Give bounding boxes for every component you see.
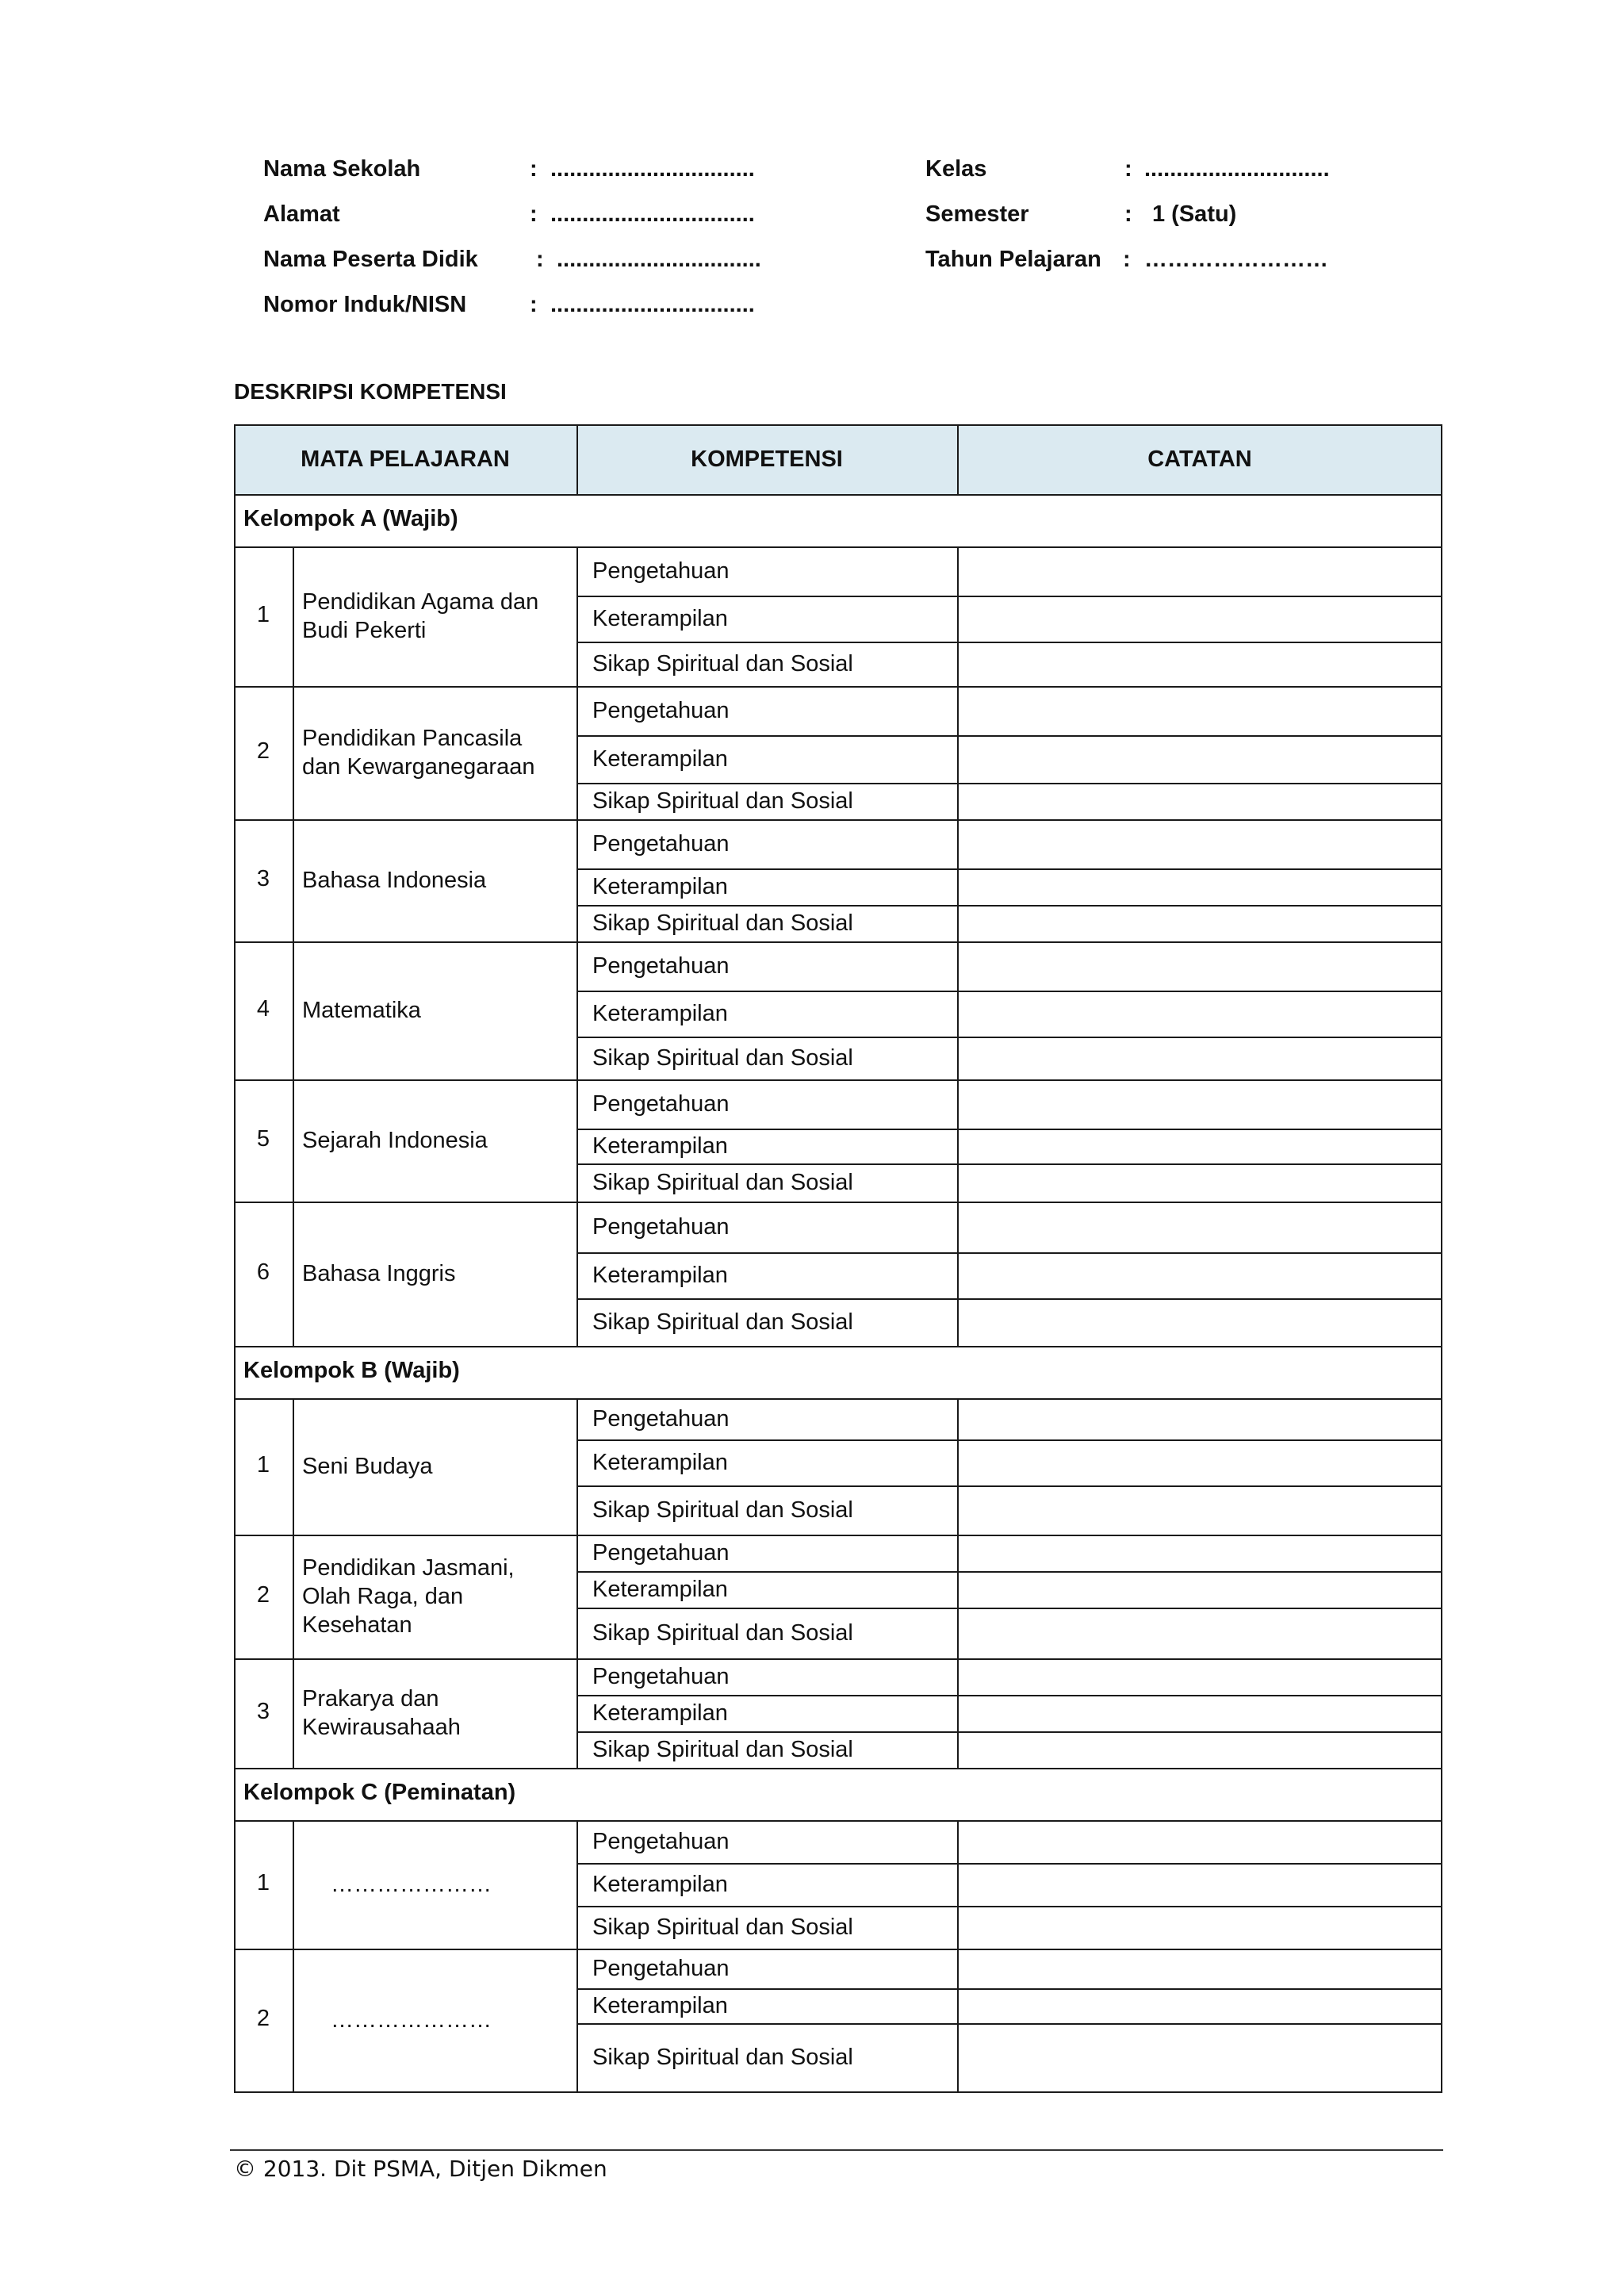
note-cell[interactable] bbox=[959, 1203, 1441, 1251]
competency-label: Pengetahuan bbox=[592, 953, 730, 979]
subject-number: 5 bbox=[256, 1126, 270, 1152]
field-label: Tahun Pelajaran bbox=[925, 247, 1101, 272]
note-cell[interactable] bbox=[959, 1907, 1441, 1948]
subject-number: 1 bbox=[256, 602, 270, 627]
number-divider bbox=[293, 546, 294, 686]
competency-label: Keterampilan bbox=[592, 1700, 728, 1726]
competency-label: Pengetahuan bbox=[592, 1091, 730, 1117]
field-value[interactable]: ................................ bbox=[550, 292, 755, 317]
number-divider bbox=[293, 1535, 294, 1658]
subject-name: Pendidikan Agama dan bbox=[302, 589, 539, 615]
competency-divider bbox=[576, 941, 578, 1079]
competency-label: Sikap Spiritual dan Sosial bbox=[592, 651, 853, 677]
field-value[interactable]: ............................. bbox=[1144, 156, 1330, 182]
subject-row-border bbox=[234, 1768, 1442, 1769]
competency-label: Keterampilan bbox=[592, 1001, 728, 1026]
note-cell[interactable] bbox=[959, 1130, 1441, 1163]
competency-divider bbox=[576, 1398, 578, 1535]
table-left-border bbox=[234, 424, 236, 2093]
subject-number: 2 bbox=[256, 1582, 270, 1608]
competency-divider bbox=[576, 1820, 578, 1949]
number-divider bbox=[293, 1658, 294, 1768]
note-cell[interactable] bbox=[959, 1536, 1441, 1570]
note-cell[interactable] bbox=[959, 597, 1441, 641]
note-cell[interactable] bbox=[959, 1038, 1441, 1079]
competency-divider bbox=[576, 1535, 578, 1658]
header-divider bbox=[957, 424, 959, 494]
subject-number: 3 bbox=[256, 866, 270, 891]
field-colon: : bbox=[1123, 247, 1131, 272]
number-divider bbox=[293, 1202, 294, 1346]
note-cell[interactable] bbox=[959, 548, 1441, 595]
field-label: Alamat bbox=[263, 201, 340, 227]
field-colon: : bbox=[530, 292, 538, 317]
subject-number: 6 bbox=[256, 1259, 270, 1285]
subject-name: dan Kewarganegaraan bbox=[302, 754, 535, 780]
competency-label: Sikap Spiritual dan Sosial bbox=[592, 1170, 853, 1195]
group-label: Kelompok A (Wajib) bbox=[243, 506, 458, 531]
note-cell[interactable] bbox=[959, 1696, 1441, 1731]
competency-divider bbox=[576, 686, 578, 819]
subject-name: Matematika bbox=[302, 998, 421, 1023]
number-divider bbox=[293, 1398, 294, 1535]
competency-label: Sikap Spiritual dan Sosial bbox=[592, 1620, 853, 1646]
competency-label: Keterampilan bbox=[592, 874, 728, 899]
note-cell[interactable] bbox=[959, 1733, 1441, 1767]
competency-label: Sikap Spiritual dan Sosial bbox=[592, 1045, 853, 1071]
field-label: Nama Sekolah bbox=[263, 156, 421, 182]
subject-name: Prakarya dan bbox=[302, 1686, 439, 1711]
subject-name: Kewirausahaah bbox=[302, 1715, 461, 1740]
subject-name: Seni Budaya bbox=[302, 1454, 433, 1479]
note-cell[interactable] bbox=[959, 907, 1441, 941]
note-cell[interactable] bbox=[959, 1822, 1441, 1862]
number-divider bbox=[293, 686, 294, 819]
note-cell[interactable] bbox=[959, 1165, 1441, 1201]
header-bottom-border bbox=[234, 494, 1442, 496]
competency-divider bbox=[576, 1079, 578, 1202]
note-cell[interactable] bbox=[959, 1573, 1441, 1607]
number-divider bbox=[293, 1820, 294, 1949]
number-divider bbox=[293, 819, 294, 941]
note-cell[interactable] bbox=[959, 1990, 1441, 2022]
number-divider bbox=[293, 941, 294, 1079]
note-cell[interactable] bbox=[959, 1660, 1441, 1694]
subject-number: 1 bbox=[256, 1870, 270, 1895]
note-cell[interactable] bbox=[959, 737, 1441, 782]
competency-label: Sikap Spiritual dan Sosial bbox=[592, 910, 853, 936]
note-cell[interactable] bbox=[959, 821, 1441, 868]
subject-number: 2 bbox=[256, 738, 270, 764]
competency-label: Keterampilan bbox=[592, 1133, 728, 1159]
subject-number: 1 bbox=[256, 1452, 270, 1478]
table-top-border bbox=[234, 424, 1442, 426]
note-cell[interactable] bbox=[959, 1300, 1441, 1345]
subject-name: Sejarah Indonesia bbox=[302, 1128, 488, 1153]
group-label: Kelompok B (Wajib) bbox=[243, 1358, 460, 1383]
field-colon: : bbox=[1124, 156, 1132, 182]
header-catatan: CATATAN bbox=[1147, 446, 1252, 472]
field-value[interactable]: …………………… bbox=[1144, 247, 1328, 272]
note-cell[interactable] bbox=[959, 1081, 1441, 1128]
competency-table bbox=[234, 424, 1442, 2095]
note-cell[interactable] bbox=[959, 992, 1441, 1036]
competency-label: Sikap Spiritual dan Sosial bbox=[592, 1497, 853, 1523]
header-kompetensi: KOMPETENSI bbox=[691, 446, 843, 472]
footer-copyright: © 2013. Dit PSMA, Ditjen Dikmen bbox=[234, 2156, 607, 2182]
footer-divider bbox=[230, 2149, 1443, 2151]
group-label: Kelompok C (Peminatan) bbox=[243, 1780, 516, 1805]
competency-label: Sikap Spiritual dan Sosial bbox=[592, 1915, 853, 1940]
number-divider bbox=[293, 1079, 294, 1202]
field-label: Nomor Induk/NISN bbox=[263, 292, 467, 317]
subject-name: Budi Pekerti bbox=[302, 618, 427, 643]
competency-label: Keterampilan bbox=[592, 1450, 728, 1475]
note-cell[interactable] bbox=[959, 943, 1441, 990]
competency-label: Pengetahuan bbox=[592, 1214, 730, 1240]
field-value[interactable]: ................................ bbox=[550, 201, 755, 227]
subject-number: 3 bbox=[256, 1699, 270, 1724]
field-label: Nama Peserta Didik bbox=[263, 247, 478, 272]
note-cell[interactable] bbox=[959, 643, 1441, 685]
subject-name: Olah Raga, dan bbox=[302, 1584, 464, 1609]
subject-number: 4 bbox=[256, 996, 270, 1022]
note-cell[interactable] bbox=[959, 688, 1441, 734]
number-divider bbox=[293, 1949, 294, 2091]
competency-label: Sikap Spiritual dan Sosial bbox=[592, 2045, 853, 2070]
competency-label: Pengetahuan bbox=[592, 1956, 730, 1981]
subject-row-border bbox=[234, 1346, 1442, 1347]
competency-label: Keterampilan bbox=[592, 1993, 728, 2018]
competency-label: Pengetahuan bbox=[592, 1664, 730, 1689]
competency-label: Keterampilan bbox=[592, 746, 728, 772]
competency-label: Sikap Spiritual dan Sosial bbox=[592, 788, 853, 814]
field-value: 1 (Satu) bbox=[1152, 201, 1237, 227]
table-right-border bbox=[1441, 424, 1442, 2093]
competency-label: Sikap Spiritual dan Sosial bbox=[592, 1309, 853, 1335]
competency-label: Keterampilan bbox=[592, 1577, 728, 1602]
field-label: Kelas bbox=[925, 156, 987, 182]
note-cell[interactable] bbox=[959, 1865, 1441, 1905]
subject-name: Bahasa Indonesia bbox=[302, 868, 487, 893]
note-cell[interactable] bbox=[959, 1609, 1441, 1658]
note-cell[interactable] bbox=[959, 1441, 1441, 1485]
competency-label: Pengetahuan bbox=[592, 1829, 730, 1854]
note-cell[interactable] bbox=[959, 2025, 1441, 2091]
subject-name: Pendidikan Jasmani, bbox=[302, 1555, 515, 1581]
competency-label: Pengetahuan bbox=[592, 1540, 730, 1566]
note-cell[interactable] bbox=[959, 1950, 1441, 1987]
competency-label: Pengetahuan bbox=[592, 558, 730, 584]
subject-name: Pendidikan Pancasila bbox=[302, 726, 523, 751]
field-colon: : bbox=[1124, 201, 1132, 227]
competency-label: Keterampilan bbox=[592, 606, 728, 631]
field-colon: : bbox=[536, 247, 544, 272]
field-value[interactable]: ................................ bbox=[557, 247, 761, 272]
note-cell[interactable] bbox=[959, 870, 1441, 904]
header-divider bbox=[576, 424, 578, 494]
subject-name: Bahasa Inggris bbox=[302, 1261, 456, 1286]
competency-divider bbox=[576, 819, 578, 941]
subject-placeholder[interactable]: ………………… bbox=[331, 2007, 492, 2033]
subject-row-border bbox=[234, 2091, 1442, 2093]
subject-number: 2 bbox=[256, 2006, 270, 2031]
competency-label: Keterampilan bbox=[592, 1872, 728, 1897]
competency-divider bbox=[576, 1202, 578, 1346]
competency-label: Keterampilan bbox=[592, 1263, 728, 1288]
competency-divider bbox=[576, 1658, 578, 1768]
field-colon: : bbox=[530, 201, 538, 227]
subject-name: Kesehatan bbox=[302, 1612, 412, 1638]
field-value[interactable]: ................................ bbox=[550, 156, 755, 182]
competency-divider bbox=[576, 546, 578, 686]
competency-label: Sikap Spiritual dan Sosial bbox=[592, 1737, 853, 1762]
field-label: Semester bbox=[925, 201, 1029, 227]
note-cell[interactable] bbox=[959, 1487, 1441, 1534]
competency-divider bbox=[576, 1949, 578, 2091]
field-colon: : bbox=[530, 156, 538, 182]
note-cell[interactable] bbox=[959, 1254, 1441, 1297]
competency-label: Pengetahuan bbox=[592, 698, 730, 723]
header-mata-pelajaran: MATA PELAJARAN bbox=[301, 446, 510, 472]
section-title: DESKRIPSI KOMPETENSI bbox=[234, 379, 507, 404]
subject-placeholder[interactable]: ………………… bbox=[331, 1872, 492, 1897]
note-cell[interactable] bbox=[959, 1400, 1441, 1439]
note-cell[interactable] bbox=[959, 784, 1441, 818]
competency-label: Pengetahuan bbox=[592, 831, 730, 857]
competency-label: Pengetahuan bbox=[592, 1406, 730, 1432]
